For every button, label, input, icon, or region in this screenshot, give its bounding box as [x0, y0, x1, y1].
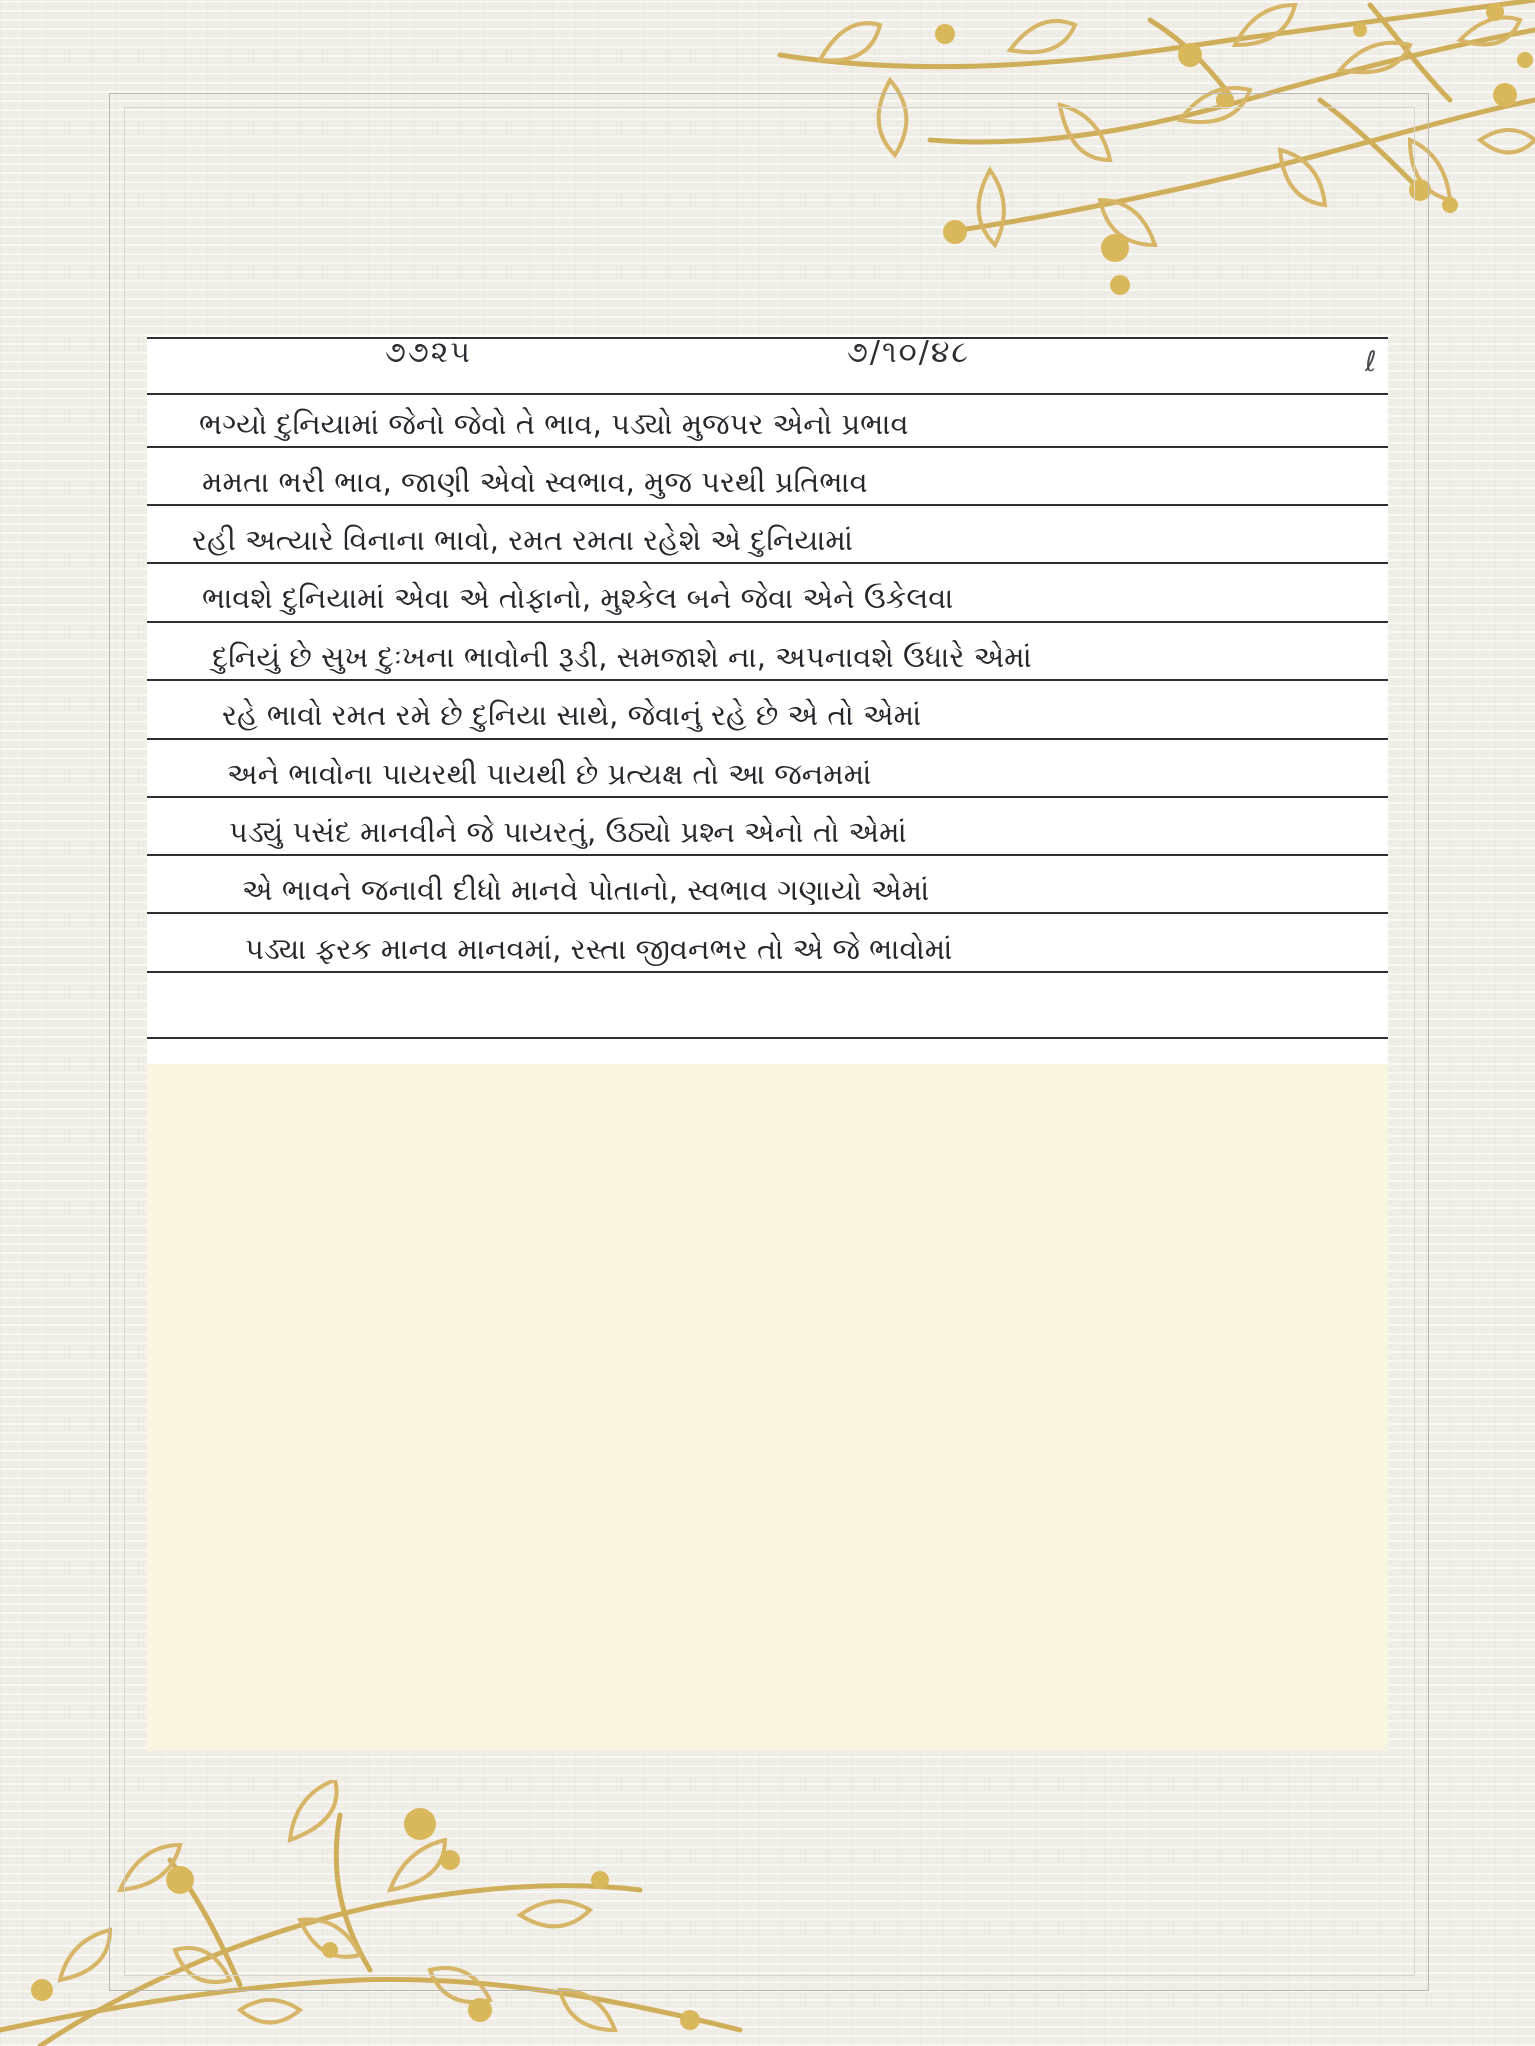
- corner-mark: ℓ: [1365, 345, 1377, 378]
- handwritten-line-3: રહી અત્યારે વિનાના ભાવો, રમત રમતા રહેશે એ દુનિયામાં: [192, 523, 853, 557]
- handwritten-line-9: એ ભાવને જનાવી દીધો માનવે પોતાનો, સ્વભાવ ગણાયો એમાં: [242, 873, 930, 907]
- entry-header: [147, 335, 1388, 383]
- handwritten-line-6: રહે ભાવો રમત રમે છે દુનિયા સાથે, જેવાનું રહે છે એ તો એમાં: [222, 698, 922, 732]
- handwritten-line-10: પડ્યા ફરક માનવ માનવમાં, રસ્તા જીવનભર તો એ જે ભાવોમાં: [245, 932, 953, 966]
- handwritten-line-4: ભાવશે દુનિયામાં એવા એ તોફાનો, મુશ્કેલ બને જેવા એને ઉકેલવા: [202, 581, 954, 615]
- handwritten-line-2: મમતા ભરી ભાવ, જાણી એવો સ્વભાવ, મુજ પરથી પ્રતિભાવ: [202, 465, 868, 499]
- handwritten-line-1: ભગ્યો દુનિયામાં જેનો જેવો તે ભાવ, પડ્યો મુજપર એનો પ્રભાવ: [199, 407, 909, 441]
- entry-date: ૭/૧૦/૪૮: [847, 335, 970, 370]
- entry-number: ૭૭૨૫: [385, 335, 473, 370]
- handwritten-line-8: પડ્યું પસંદ માનવીને જે પાયરતું, ઉઠ્યો પ્રશ્ન એનો તો એમાં: [229, 815, 907, 849]
- handwritten-line-7: અને ભાવોના પાયરથી પાયથી છે પ્રત્યક્ષ તો આ જનમમાં: [227, 757, 872, 791]
- handwritten-line-5: દુનિયું છે સુખ દુઃખના ભાવોની રૂડી, સમજાશે ના, અપનાવશે ઉધારે એમાં: [212, 640, 1032, 674]
- handwritten-page-scan: [147, 335, 1388, 1064]
- blank-note-panel: [147, 1064, 1388, 1751]
